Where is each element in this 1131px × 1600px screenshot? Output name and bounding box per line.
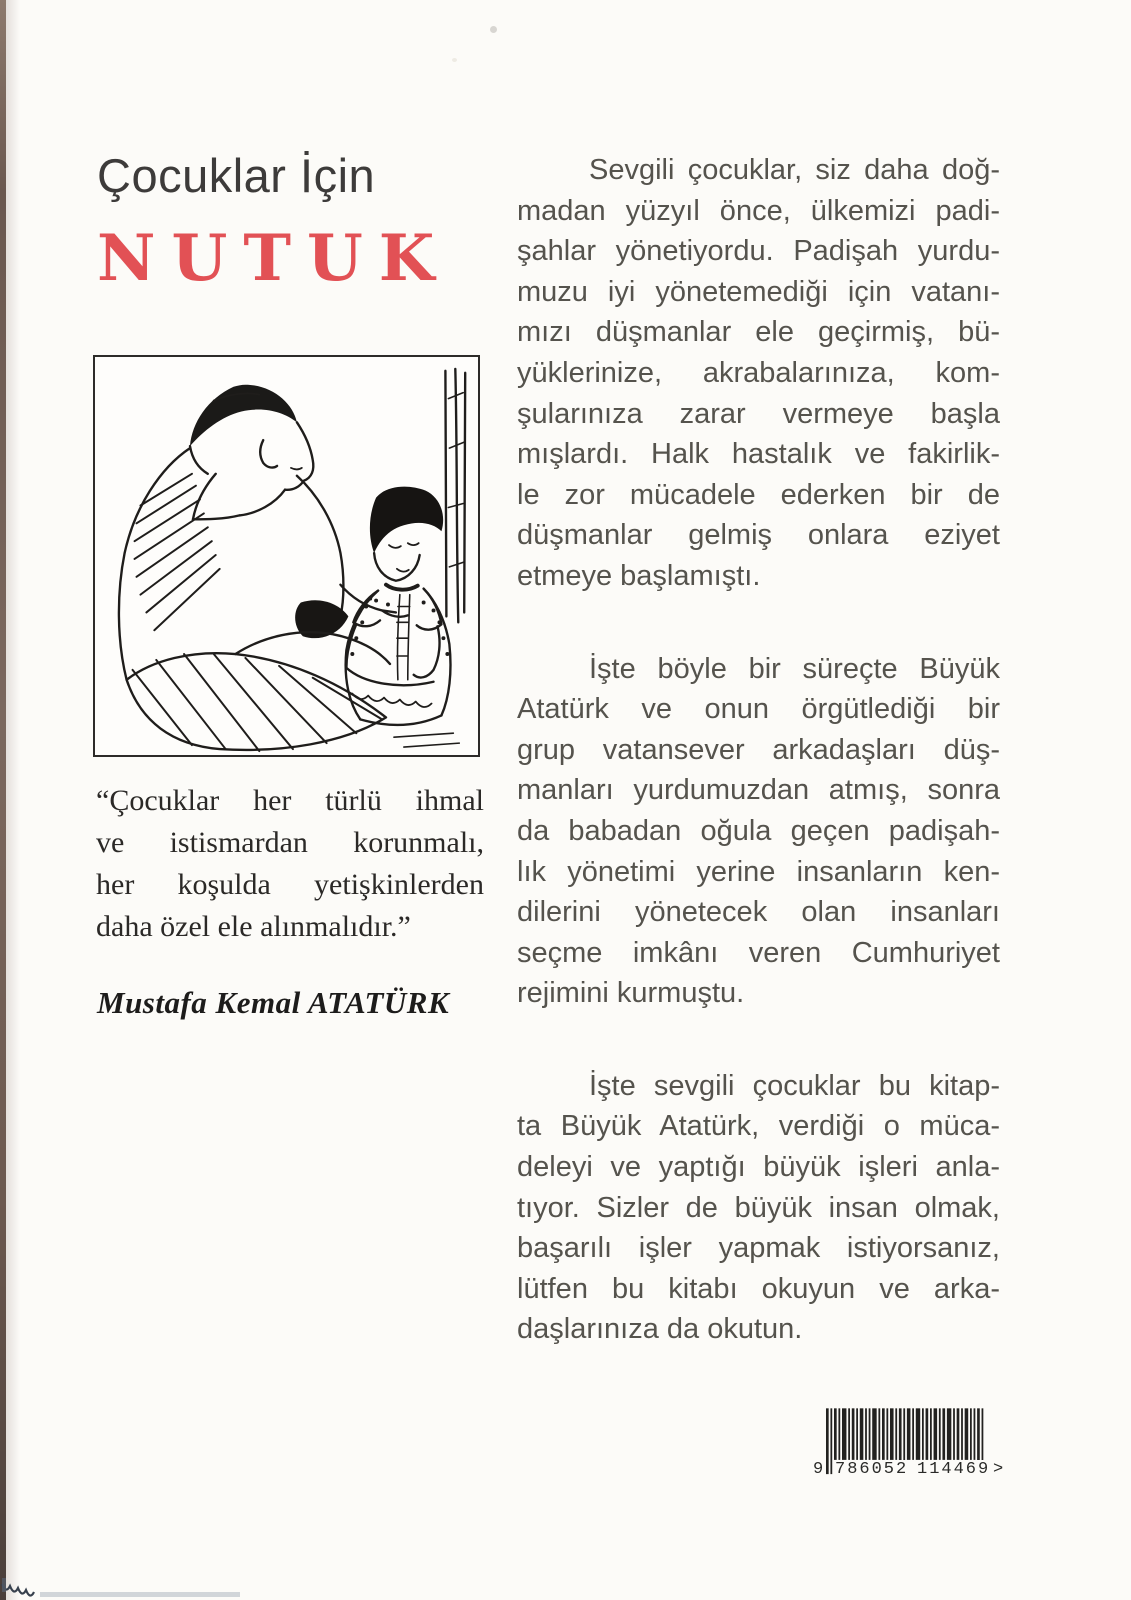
- text-line: daha özel ele alınmalıdır.”: [96, 910, 411, 943]
- text-line: grup vatansever arkadaşları düş-: [517, 733, 1000, 766]
- spine-shadow: [6, 0, 20, 1600]
- text-line: deleyi ve yaptığı büyük işleri anla-: [517, 1151, 1000, 1184]
- text-line: rejimini kurmuştu.: [517, 977, 745, 1010]
- text-line: le zor mücadele ederken bir de: [517, 478, 1000, 511]
- text-line: lık yönetimi yerine insanların ken-: [517, 855, 1000, 888]
- text-line: İşte böyle bir süreçte Büyük: [589, 652, 1000, 685]
- text-line: madan yüzyıl önce, ülkemizi padi-: [517, 194, 1000, 227]
- barcode-digits-group2: 114469: [917, 1460, 991, 1479]
- text-line: şahlar yönetiyordu. Padişah yurdu-: [517, 235, 1000, 268]
- text-line: dilerini yönetecek olan insanları: [517, 896, 1000, 929]
- text-line: manları yurdumuzdan atmış, sonra: [517, 774, 1000, 807]
- text-line: lütfen bu kitabı okuyun ve arka-: [517, 1272, 1000, 1305]
- text-line: yüklerinize, akrabalarınıza, kom-: [517, 356, 1000, 389]
- text-line: tıyor. Sizler de büyük insan olmak,: [517, 1191, 1000, 1224]
- scan-artifact-scribble: [0, 1578, 300, 1600]
- book-title: NUTUK: [97, 221, 451, 296]
- barcode-prefix-digit: 9: [813, 1460, 826, 1479]
- text-line: Atatürk ve onun örgütlediği bir: [517, 693, 1000, 726]
- title-block: [97, 148, 485, 296]
- text-line: başarılı işler yapmak istiyorsanız,: [517, 1232, 1000, 1265]
- text-line: şularınıza zarar vermeye başla: [517, 397, 1000, 430]
- back-cover-text: [517, 150, 1000, 1350]
- paragraph-3: [517, 1066, 1000, 1350]
- text-line: İşte sevgili çocuklar bu kitap-: [589, 1069, 1000, 1102]
- paragraph-2: [517, 649, 1000, 1014]
- text-line: muzu iyi yönetemediği için vatanı-: [517, 275, 1000, 308]
- scan-speck: [452, 58, 457, 62]
- scan-speck: [490, 26, 497, 33]
- text-line: daşlarınıza da okutun.: [517, 1313, 803, 1346]
- paragraph-1: [517, 150, 1000, 597]
- text-line: mızı düşmanlar ele geçirmiş, bü-: [517, 316, 1000, 349]
- text-line: her koşulda yetişkinlerden: [96, 868, 484, 901]
- illustration-frame: [93, 355, 480, 757]
- text-line: “Çocuklar her türlü ihmal: [96, 784, 484, 817]
- barcode-digits-group1: 786052: [835, 1460, 909, 1479]
- text-line: etmeye başlamıştı.: [517, 559, 761, 592]
- isbn-barcode: [813, 1404, 1006, 1484]
- text-line: Sevgili çocuklar, siz daha doğ-: [589, 154, 1000, 186]
- text-line: ta Büyük Atatürk, verdiği o müca-: [517, 1110, 1000, 1143]
- series-title: Çocuklar İçin: [97, 149, 376, 202]
- ataturk-child-illustration: [95, 357, 478, 755]
- text-line: düşmanlar gelmiş onlara eziyet: [517, 519, 1000, 552]
- text-line: seçme imkânı veren Cumhuriyet: [517, 936, 1000, 969]
- ataturk-quote: [96, 780, 484, 948]
- text-line: ve istismardan korunmalı,: [96, 826, 484, 859]
- author-name: Mustafa Kemal ATATÜRK: [97, 985, 450, 1020]
- text-line: mışlardı. Halk hastalık ve fakirlik-: [517, 438, 1000, 471]
- text-line: da babadan oğula geçen padişah-: [517, 814, 1000, 847]
- barcode-suffix: >: [993, 1460, 1004, 1479]
